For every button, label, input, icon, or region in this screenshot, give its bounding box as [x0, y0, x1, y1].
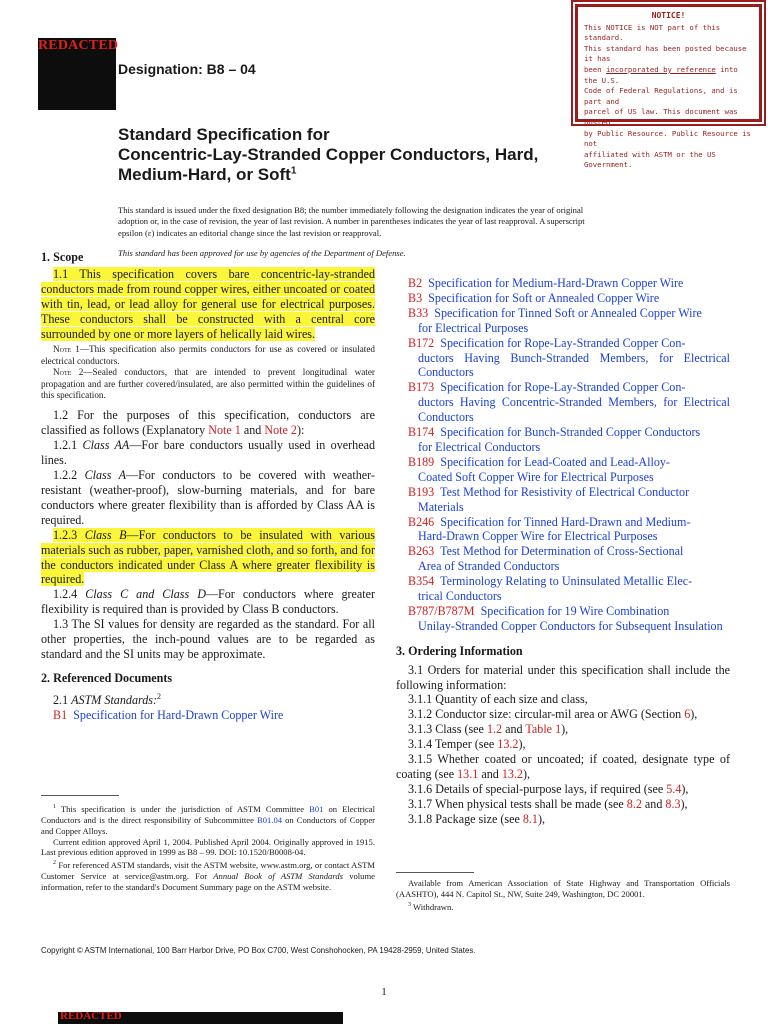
section-8-3-link[interactable]: 8.3	[665, 796, 681, 811]
paragraph-3-1-8: 3.1.8 Package size (see 8.1),	[408, 811, 546, 826]
reference-title[interactable]: Specification for Medium-Hard-Drawn Copper Wire	[428, 276, 684, 290]
paragraph-3-1-6: 3.1.6 Details of special-purpose lays, if required (see 5.4),	[408, 781, 689, 796]
reference-b189[interactable]	[396, 455, 730, 485]
section-13-2-link[interactable]: 13.2	[501, 767, 523, 781]
reference-code[interactable]: B263	[408, 544, 435, 559]
paragraph-3-1-1: 3.1.1 Quantity of each size and class,	[408, 692, 588, 707]
reference-code[interactable]: B174	[408, 425, 435, 440]
section-1-2-link[interactable]: 1.2	[486, 722, 503, 737]
section-13-1-link[interactable]: 13.1	[457, 767, 479, 781]
reference-title[interactable]: Specification for Bunch-Stranded Copper Conductors	[440, 425, 701, 440]
reference-title-continued[interactable]: ductors Having Bunch-Stranded Members, for Electrical Conductors	[418, 350, 730, 380]
reference-b173[interactable]	[396, 380, 730, 425]
reference-title-continued[interactable]: for Electrical Purposes	[418, 320, 529, 335]
right-footnotes	[396, 878, 730, 913]
paragraph-1-2-3: 1.2.3 Class B—For conductors to be insulated with various materials such as rubber, paper, varnished cloth, and so forth, and for the conductors indicated under Class A where greater flexibility is required.	[41, 527, 375, 587]
note-1-link[interactable]: Note 1	[208, 423, 241, 438]
paragraph-1-2: 1.2 For the purposes of this specification, conductors are classified as follows (Explanatory Note 1 and Note 2):	[41, 408, 375, 438]
reference-list	[396, 276, 730, 634]
designation: Designation: B8 – 04	[118, 61, 256, 77]
section-8-1-link[interactable]: 8.1	[522, 811, 538, 826]
reference-title-continued[interactable]: ductors Having Concentric-Stranded Members, for Electrical Conductors	[418, 395, 730, 425]
notice-line: This NOTICE is NOT part of this standard.	[584, 22, 721, 43]
reference-code[interactable]: B3	[408, 290, 423, 305]
reference-code[interactable]: B2	[408, 276, 423, 290]
notice-box	[575, 4, 762, 170]
section-heading-scope: 1. Scope	[41, 250, 84, 264]
paragraph-1-2-1: 1.2.1 Class AA—For bare conductors usually used in overhead lines.	[41, 438, 375, 468]
footnote-2: $^2$ For referenced ASTM standards, visit the ASTM website, www.astm.org, or contact ASTM Customer Service at service@astm.org. For Annual Book of ASTM Standards volume information, refer to the standard's Document Summary page on the ASTM website.	[41, 860, 375, 893]
notice-title: NOTICE!	[651, 11, 686, 20]
committee-link[interactable]: B01	[309, 803, 324, 814]
note-2-link[interactable]: Note 2	[264, 423, 297, 438]
reference-title-continued[interactable]: Unilay-Stranded Copper Conductors for Subsequent Insulation	[418, 618, 723, 633]
reference-b246[interactable]	[396, 515, 730, 545]
reference-title[interactable]: Specification for Rope-Lay-Stranded Copper Con-	[440, 380, 686, 395]
footnote-divider	[396, 872, 474, 873]
paragraph-3-1-3: 3.1.3 Class (see 1.2 and Table 1),	[408, 722, 569, 737]
paragraph-2-1: 2.1 ASTM Standards:$^2$	[53, 691, 162, 707]
paragraph-3-1-5: 3.1.5 Whether coated or uncoated; if coated, designate type of coating (see 13.1 and 13.2),	[396, 752, 730, 781]
reference-b193[interactable]	[396, 485, 730, 515]
reference-b1[interactable]	[41, 708, 375, 723]
reference-title[interactable]: Test Method for Resistivity of Electrical Conductor	[440, 484, 690, 499]
redacted-label: REDACTED	[38, 38, 119, 53]
section-5-4-link[interactable]: 5.4	[666, 781, 682, 796]
reference-code[interactable]: B193	[408, 484, 435, 499]
reference-title-continued[interactable]: for Electrical Conductors	[418, 439, 541, 454]
footnote-divider	[41, 795, 119, 796]
reference-title-continued[interactable]: Hard-Drawn Copper Wire for Electrical Purposes	[418, 529, 658, 544]
reference-b172[interactable]	[396, 336, 730, 381]
reference-b263[interactable]	[396, 544, 730, 574]
title-line: Standard Specification for	[118, 125, 330, 144]
reference-b2[interactable]	[396, 276, 730, 291]
section-6-link[interactable]: 6	[684, 707, 691, 722]
reference-b354[interactable]	[396, 574, 730, 604]
section-13-2-link[interactable]: 13.2	[497, 737, 519, 752]
reference-title: Specification for Hard-Drawn Copper Wire	[73, 707, 284, 722]
subcommittee-link[interactable]: B01.04	[256, 814, 283, 825]
paragraph-1-2-2: 1.2.2 Class A—For conductors to be covered with weather-resistant (weather-proof), slow-burning materials, and for bare conductors where greater flexibility than is afforded by Class AA is required.	[41, 468, 375, 527]
reference-code[interactable]: B246	[408, 514, 435, 529]
dod-approval-statement: This standard has been approved for use by agencies of the Department of Defense.	[118, 248, 406, 258]
section-heading-ordering-information: 3. Ordering Information	[396, 643, 523, 658]
document-title	[118, 125, 638, 185]
paragraph-1-1: 1.1 This specification covers bare concentric-lay-stranded conductors made from round copper wires, either uncoated or coated with tin, lead, or lead alloy for general use for electrical purposes. These conductors shall be constructed with a central core surrounded by one or more layers of helically laid wires.	[41, 266, 375, 341]
reference-code[interactable]: B354	[408, 574, 435, 589]
footnote-1: $^1$ This specification is under the jurisdiction of ASTM Committee B01 on Electrical Conductors and is the direct responsibility of Subcommittee B01.04 on Conductors of Copper and Copper Alloys.	[41, 803, 376, 836]
notice-line: parcel of US law. This document was posted	[584, 107, 738, 127]
paragraph-3-1-4: 3.1.4 Temper (see 13.2),	[408, 737, 526, 752]
incorporated-by-reference-link[interactable]: incorporated by reference	[605, 64, 716, 74]
redacted-label: REDACTED	[60, 1010, 122, 1022]
reference-title[interactable]: Specification for Tinned Hard-Drawn and Medium-	[440, 514, 691, 529]
reference-b787-b787m[interactable]	[396, 604, 730, 634]
paragraph-3-1-2: 3.1.2 Conductor size: circular-mil area or AWG (Section 6),	[408, 707, 698, 722]
note-1: Note 1—This specification also permits conductors for use as covered or insulated electrical conductors.	[41, 344, 375, 366]
reference-title-continued[interactable]: Materials	[418, 499, 464, 514]
reference-title[interactable]: Terminology Relating to Uninsulated Metallic Elec-	[440, 574, 693, 589]
reference-code[interactable]: B172	[408, 335, 435, 350]
issuance-statement: This standard is issued under the fixed designation B8; the number immediately following the designation indicates the year of original adoption or, in the case of revision, the year of last revision. A number in parentheses indicates the year of last reapproval. A superscript epsilon (ε) indicates an editorial change since the last revision or reapproval.	[118, 205, 585, 238]
notice-line: by Public Resource. Public Resource is not	[584, 128, 751, 149]
section-8-2-link[interactable]: 8.2	[626, 796, 642, 811]
reference-code[interactable]: B189	[408, 454, 435, 469]
reference-code: B1	[53, 707, 68, 722]
paragraph-3-1: 3.1 Orders for material under this specification shall include the following information:	[396, 662, 730, 692]
edition-note: Current edition approved April 1, 2004. Published April 2004. Originally approved in 1915. Last previous edition approved in 1999 as B8 – 99. DOI: 10.1520/B0008-04.	[41, 836, 375, 858]
copyright-line: Copyright © ASTM International, 100 Barr Harbor Drive, PO Box C700, West Conshohocken, PA 19428-2959, United States.	[41, 946, 476, 955]
reference-title-continued[interactable]: Coated Soft Copper Wire for Electrical Purposes	[418, 469, 654, 484]
notice-line: This standard has been posted because it has	[584, 43, 747, 64]
left-footnotes	[41, 795, 375, 893]
reference-code[interactable]: B33	[408, 305, 429, 320]
reference-title-continued[interactable]: Area of Stranded Conductors	[418, 559, 560, 574]
aashto-availability-note: Available from American Association of State Highway and Transportation Officials (AASHTO), 444 N. Capitol St., NW, Suite 249, Washington, DC 20001.	[396, 878, 730, 899]
reference-title[interactable]: Specification for Lead-Coated and Lead-Alloy-	[440, 454, 670, 469]
left-column	[41, 250, 375, 723]
table-1-link[interactable]: Table 1	[525, 722, 562, 737]
reference-title[interactable]: Specification for Tinned Soft or Annealed Copper Wire	[434, 305, 702, 320]
reference-b174[interactable]	[396, 425, 730, 455]
reference-title[interactable]: Specification for 19 Wire Combination	[480, 603, 670, 618]
title-line: Medium-Hard, or Soft$^1$	[118, 165, 297, 184]
reference-title[interactable]: Specification for Soft or Annealed Copper Wire	[428, 290, 660, 305]
reference-title-continued[interactable]: trical Conductors	[418, 589, 502, 604]
title-footnote-ref[interactable]: 1	[290, 165, 297, 177]
paragraph-1-3: 1.3 The SI values for density are regarded as the standard. For all other properties, the inch-pound values are to be regarded as standard and the SI units may be approximate.	[41, 617, 375, 661]
notice-line: been incorporated by reference into the U.S.	[584, 64, 738, 85]
footnote-3: $^3$ Withdrawn.	[408, 901, 454, 912]
title-line: Concentric-Lay-Stranded Copper Conductors, Hard,	[118, 145, 539, 164]
note-2: Note 2—Sealed conductors, that are intended to prevent longitudinal water propagation and are further covered/insulated, are also permitted within the guidelines of this specification.	[41, 367, 375, 401]
reference-b33[interactable]	[396, 306, 730, 336]
reference-code[interactable]: B787/B787M	[408, 603, 475, 618]
right-column	[396, 276, 730, 827]
reference-b3[interactable]	[396, 291, 730, 306]
paragraph-1-2-4: 1.2.4 Class C and Class D—For conductors where greater flexibility is required than is provided by Class B conductors.	[41, 587, 376, 617]
notice-line: affiliated with ASTM or the US Government.	[584, 149, 716, 170]
notice-line: Code of Federal Regulations, and is part and	[584, 86, 738, 106]
paragraph-3-1-7: 3.1.7 When physical tests shall be made (see 8.2 and 8.3),	[408, 796, 688, 811]
reference-title[interactable]: Test Method for Determination of Cross-Sectional	[440, 544, 684, 559]
page-number: 1	[381, 986, 387, 998]
reference-code[interactable]: B173	[408, 380, 435, 395]
reference-title[interactable]: Specification for Rope-Lay-Stranded Copper Con-	[440, 335, 686, 350]
section-heading-referenced-documents: 2. Referenced Documents	[41, 670, 173, 685]
